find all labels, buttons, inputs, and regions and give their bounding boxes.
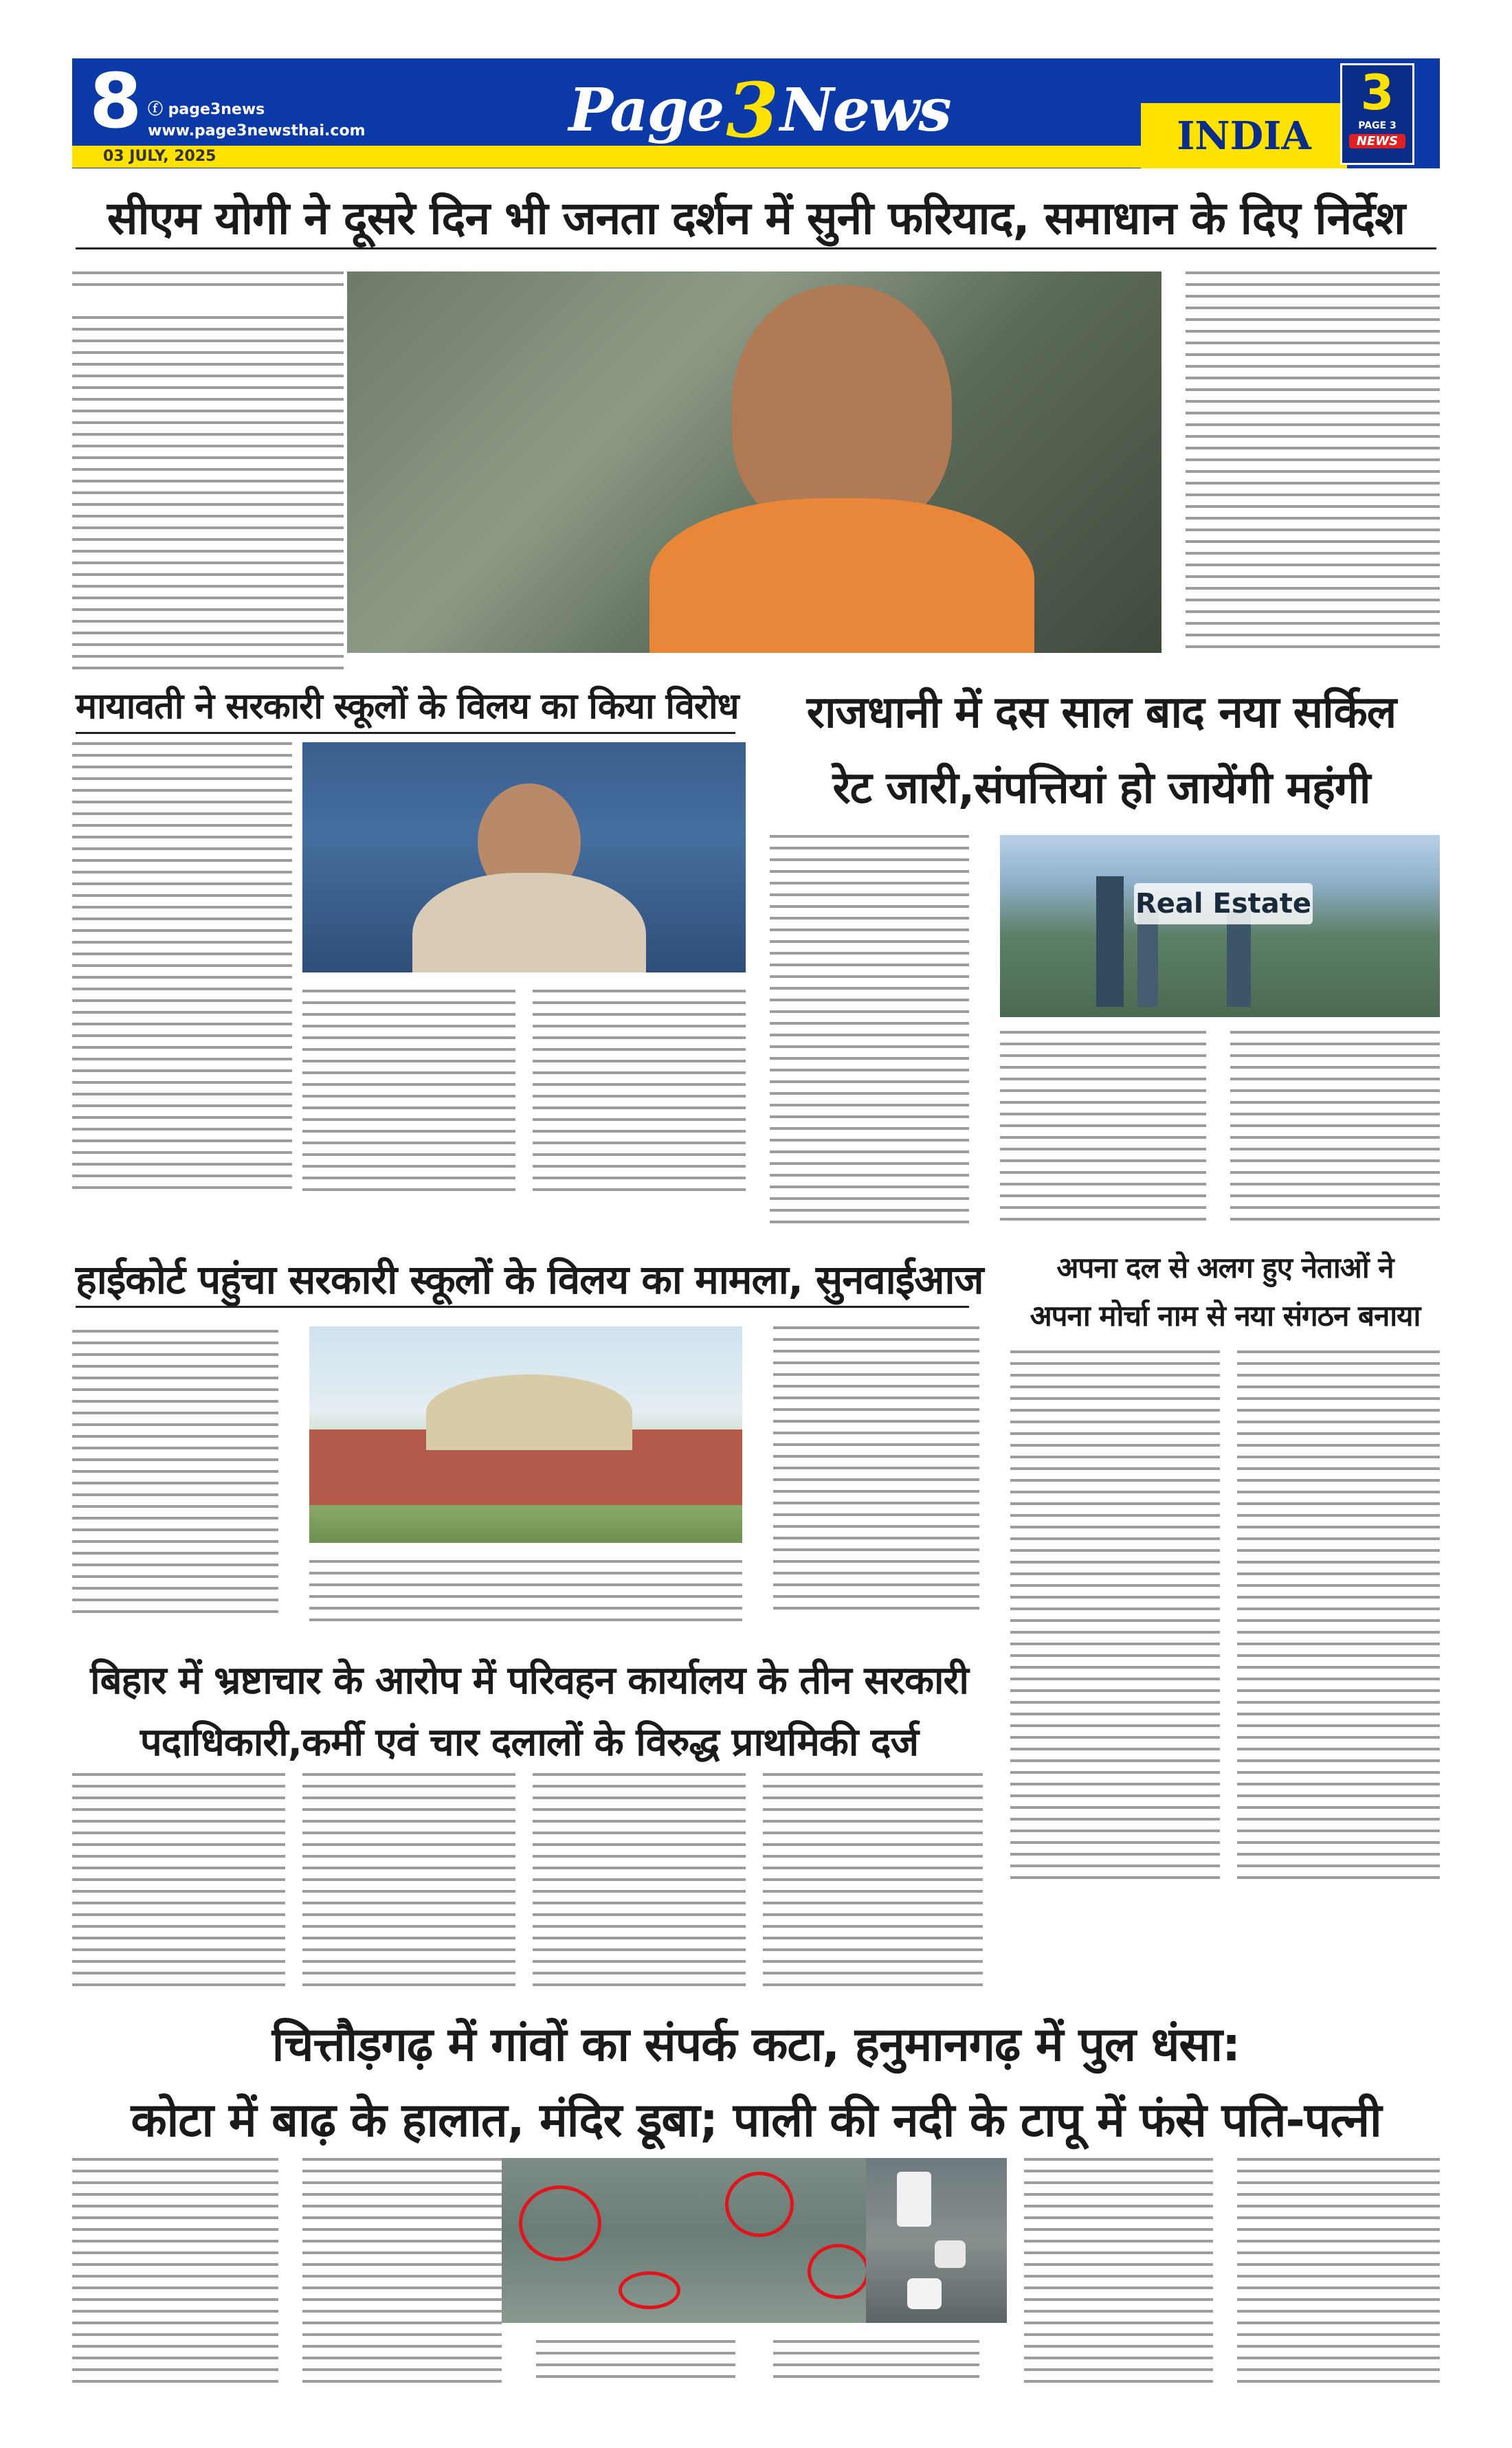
flood-caption-1 — [536, 2340, 735, 2385]
real-estate-photo — [1000, 835, 1440, 1017]
traffic-photo — [866, 2158, 1007, 2323]
bihar-headline-2[interactable]: पदाधिकारी,कर्मी एवं चार दलालों के विरुद्ध प्राथमिकी दर्ज — [140, 1720, 919, 1765]
photo-car — [935, 2240, 966, 2268]
highlight-circle — [519, 2185, 601, 2261]
flood-headline-2[interactable]: कोटा में बाढ़ के हालात, मंदिर डूबा; पाली की नदी के टापू में फंसे पति-पत्नी — [131, 2093, 1381, 2148]
page-number: 8 — [89, 57, 142, 145]
website-link[interactable]: www.page3newsthai.com — [148, 122, 366, 140]
photo-car — [907, 2278, 942, 2309]
mayawati-column-3 — [533, 990, 746, 1196]
photo-shawl — [412, 873, 646, 972]
mayawati-photo — [302, 742, 746, 972]
apna-dal-headline-2[interactable]: अपना मोर्चा नाम से नया संगठन बनाया — [1030, 1299, 1421, 1333]
highcourt-column-1 — [72, 1330, 278, 1622]
circle-rate-headline-1[interactable]: राजधानी में दस साल बाद नया सर्किल — [806, 687, 1397, 738]
photo-robe — [649, 498, 1034, 653]
lead-photo — [347, 271, 1161, 653]
circle-rate-column-1 — [770, 835, 969, 1227]
facebook-icon: ⓕ — [148, 101, 168, 118]
lead-rule — [76, 247, 1436, 249]
highlight-circle — [725, 2172, 794, 2237]
photo-dome — [426, 1375, 632, 1450]
bihar-column-3 — [533, 1773, 746, 1993]
masthead-date-strip — [72, 146, 1141, 168]
edition-label: INDIA — [1141, 103, 1347, 168]
photo-bus — [897, 2172, 931, 2227]
bihar-column-2 — [302, 1773, 515, 1993]
mayawati-column-2 — [302, 990, 515, 1196]
photo-face — [732, 285, 952, 533]
flood-column-1 — [72, 2158, 278, 2385]
apna-dal-headline-1[interactable]: अपना दल से अलग हुए नेताओं ने — [1056, 1251, 1394, 1284]
flood-column-3 — [1024, 2158, 1213, 2385]
apna-dal-column-1 — [1010, 1350, 1220, 1880]
flood-column-4 — [1237, 2158, 1440, 2385]
highcourt-column-3 — [773, 1326, 979, 1618]
bihar-headline-1[interactable]: बिहार में भ्रष्टाचार के आरोप में परिवहन कार्यालय के तीन सरकारी — [90, 1658, 968, 1703]
highlight-circle — [808, 2244, 866, 2299]
circle-rate-column-3 — [1230, 1031, 1440, 1227]
highcourt-photo — [309, 1326, 742, 1543]
mayawati-headline[interactable]: मायावती ने सरकारी स्कूलों के विलय का किया विरोध — [76, 686, 739, 727]
highcourt-headline[interactable]: हाईकोर्ट पहुंचा सरकारी स्कूलों के विलय का मामला, सुनवाईआज — [76, 1256, 983, 1303]
flood-caption-2 — [773, 2340, 979, 2385]
highlight-circle — [619, 2271, 680, 2309]
issue-date: 03 JULY, 2025 — [103, 148, 216, 165]
highcourt-caption — [309, 1560, 742, 1622]
lead-headline[interactable]: सीएम योगी ने दूसरे दिन भी जनता दर्शन में सुनी फरियाद, समाधान के दिए निर्देश — [107, 192, 1405, 245]
photo-tower — [1096, 876, 1124, 1007]
lead-column-3 — [1186, 271, 1440, 653]
lead-byline — [72, 271, 344, 292]
mayawati-column-1 — [72, 742, 292, 1196]
bihar-column-4 — [763, 1773, 983, 1993]
circle-rate-column-2 — [1000, 1031, 1206, 1227]
circle-rate-headline-2[interactable]: रेट जारी,संपत्तियां हो जायेंगी महंगी — [832, 763, 1370, 814]
apna-dal-column-2 — [1237, 1350, 1440, 1880]
flood-column-2 — [302, 2158, 502, 2385]
bihar-column-1 — [72, 1773, 285, 1993]
social-handle[interactable]: ⓕ page3news — [148, 101, 265, 118]
brand-badge: 3 PAGE 3 NEWS — [1340, 63, 1414, 165]
lead-column-1 — [72, 316, 344, 674]
flood-headline-1[interactable]: चित्तौड़गढ़ में गांवों का संपर्क कटा, हनुमानगढ़ में पुल धंसा: — [271, 2018, 1241, 2072]
photo-tower — [1227, 911, 1251, 1007]
flood-photo — [502, 2158, 866, 2323]
newspaper-logo: Page 3 News — [568, 65, 950, 155]
mayawati-rule — [76, 732, 735, 734]
highcourt-rule — [76, 1306, 969, 1308]
real-estate-label: Real Estate — [1134, 883, 1313, 924]
